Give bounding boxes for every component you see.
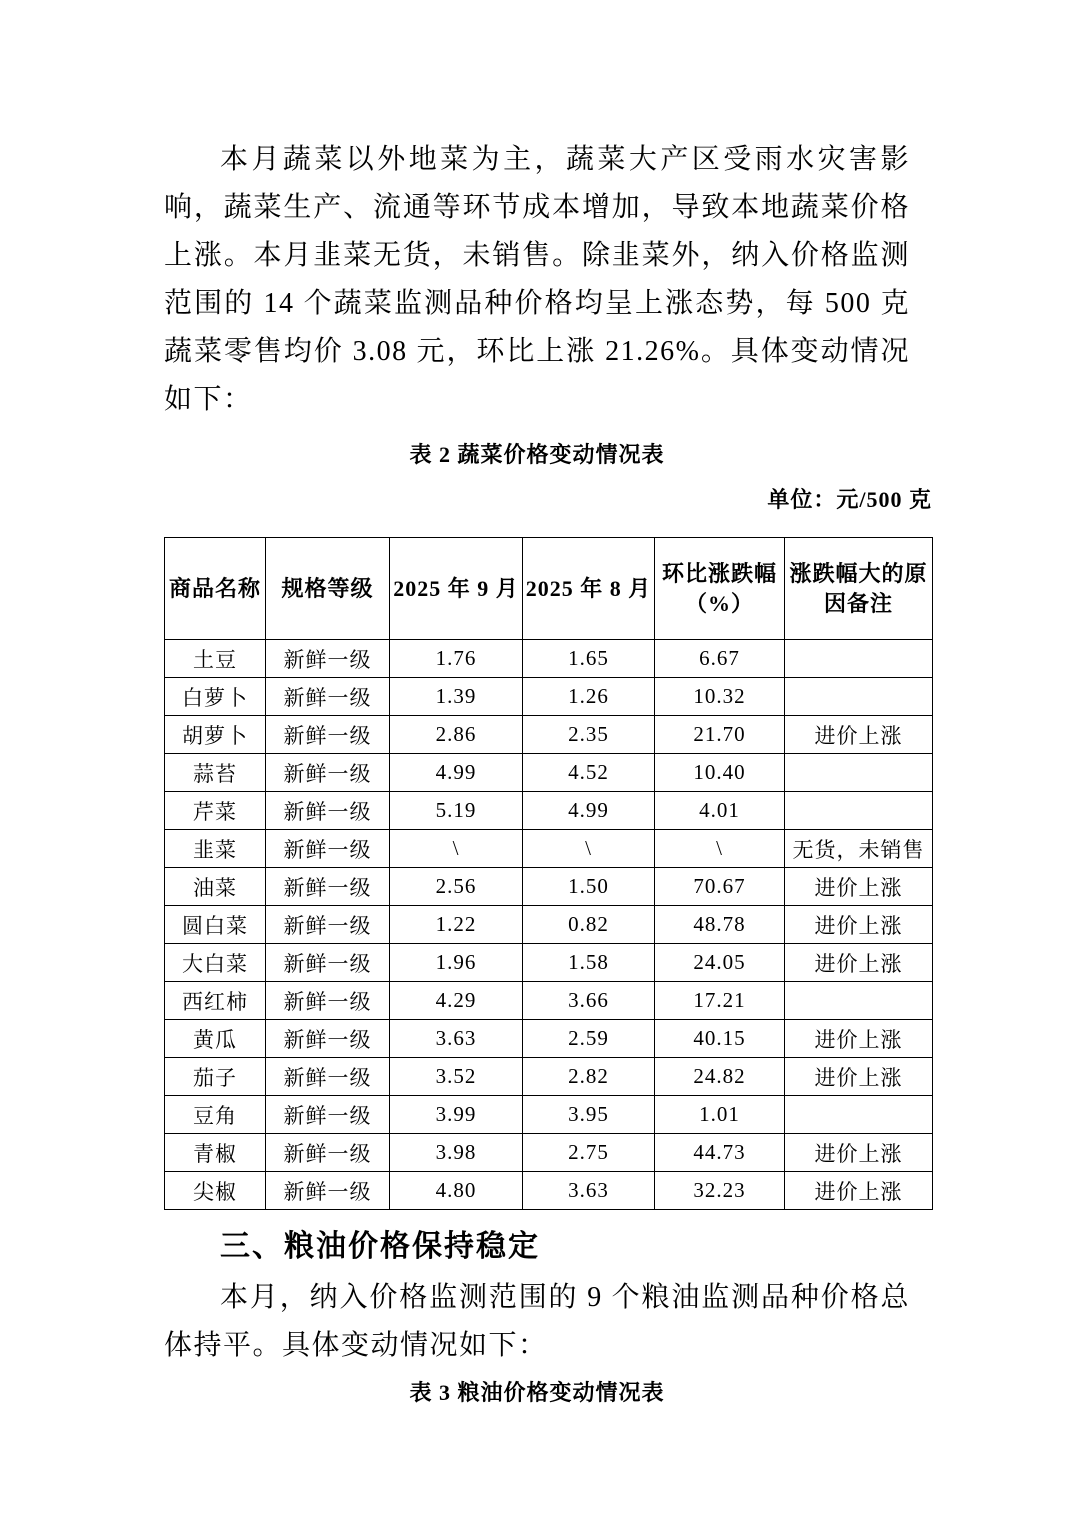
table-cell: 进价上涨 — [785, 944, 933, 982]
table-row — [165, 640, 933, 678]
table3-caption: 表 3 粮油价格变动情况表 — [409, 1380, 665, 1405]
table-cell: 1.26 — [523, 678, 655, 716]
table-cell: 24.82 — [655, 1058, 785, 1096]
table-cell: 4.99 — [523, 792, 655, 830]
table-body — [165, 640, 933, 1210]
section3-paragraph: 本月，纳入价格监测范围的 9 个粮油监测品种价格总体持平。具体变动情况如下： — [164, 1282, 910, 1361]
intro-paragraph: 本月蔬菜以外地菜为主，蔬菜大产区受雨水灾害影响，蔬菜生产、流通等环节成本增加，导致本地蔬菜价格上涨。本月韭菜无货，未销售。除韭菜外，纳入价格监测范围的 14 个蔬菜监测品种价格均呈上涨态势，每 500 克蔬菜零售均价 3.08 元，环比上涨 21.26%。具体变动情况如下： — [164, 144, 910, 415]
table-cell: 1.39 — [390, 678, 523, 716]
table-cell: 44.73 — [655, 1134, 785, 1172]
table-cell: 1.50 — [523, 868, 655, 906]
table-cell: 2.82 — [523, 1058, 655, 1096]
product-name-cell: 油菜 — [165, 868, 266, 906]
table-cell: 2.56 — [390, 868, 523, 906]
product-name-cell: 蒜苔 — [165, 754, 266, 792]
table-cell: 4.52 — [523, 754, 655, 792]
product-name-cell: 尖椒 — [165, 1172, 266, 1210]
table-cell: \ — [655, 830, 785, 868]
table-cell: 2.35 — [523, 716, 655, 754]
table-cell: 4.99 — [390, 754, 523, 792]
product-name-cell: 白萝卜 — [165, 678, 266, 716]
table-row — [165, 982, 933, 1020]
table-row — [165, 1020, 933, 1058]
table-cell: 48.78 — [655, 906, 785, 944]
table-cell — [785, 754, 933, 792]
product-name-cell: 圆白菜 — [165, 906, 266, 944]
table-cell: 新鲜一级 — [266, 982, 390, 1020]
table-row — [165, 716, 933, 754]
table-cell: 新鲜一级 — [266, 830, 390, 868]
table-cell: 3.99 — [390, 1096, 523, 1134]
table-cell: 进价上涨 — [785, 906, 933, 944]
column-header-2: 2025 年 9 月 — [390, 538, 523, 640]
table-cell — [785, 792, 933, 830]
table-cell: 新鲜一级 — [266, 906, 390, 944]
column-header-3: 2025 年 8 月 — [523, 538, 655, 640]
table-cell: 1.58 — [523, 944, 655, 982]
table-cell: 5.19 — [390, 792, 523, 830]
section3-heading: 三、粮油价格保持稳定 — [220, 1230, 540, 1263]
table-cell: 新鲜一级 — [266, 754, 390, 792]
table-cell: 无货，未销售 — [785, 830, 933, 868]
table-cell: 进价上涨 — [785, 868, 933, 906]
table-row — [165, 944, 933, 982]
table2-caption: 表 2 蔬菜价格变动情况表 — [409, 442, 665, 467]
table-cell: 1.22 — [390, 906, 523, 944]
column-header-1: 规格等级 — [266, 538, 390, 640]
table-cell: 新鲜一级 — [266, 1020, 390, 1058]
table-cell — [785, 982, 933, 1020]
table-cell: 10.32 — [655, 678, 785, 716]
column-header-0: 商品名称 — [165, 538, 266, 640]
product-name-cell: 茄子 — [165, 1058, 266, 1096]
table-cell: 4.01 — [655, 792, 785, 830]
table-cell: 新鲜一级 — [266, 792, 390, 830]
table-cell — [785, 640, 933, 678]
table-cell: 70.67 — [655, 868, 785, 906]
table-cell: 新鲜一级 — [266, 1096, 390, 1134]
product-name-cell: 青椒 — [165, 1134, 266, 1172]
table-row — [165, 1134, 933, 1172]
column-header-5: 涨跌幅大的原因备注 — [785, 538, 933, 640]
table-row — [165, 792, 933, 830]
table-cell: \ — [523, 830, 655, 868]
table2-unit-row — [164, 486, 932, 517]
product-name-cell: 西红柿 — [165, 982, 266, 1020]
column-header-4: 环比涨跌幅（%） — [655, 538, 785, 640]
product-name-cell: 芹菜 — [165, 792, 266, 830]
table-cell: 新鲜一级 — [266, 868, 390, 906]
table-cell: 3.66 — [523, 982, 655, 1020]
table-row — [165, 830, 933, 868]
product-name-cell: 黄瓜 — [165, 1020, 266, 1058]
table-cell: 3.63 — [523, 1172, 655, 1210]
document-content — [164, 0, 932, 1408]
table-cell: 进价上涨 — [785, 1172, 933, 1210]
table-cell: 新鲜一级 — [266, 716, 390, 754]
table-cell: 3.63 — [390, 1020, 523, 1058]
table-cell: \ — [390, 830, 523, 868]
table-cell: 1.65 — [523, 640, 655, 678]
table-cell: 21.70 — [655, 716, 785, 754]
vegetable-price-table — [164, 537, 933, 1210]
table-cell: 17.21 — [655, 982, 785, 1020]
table-cell: 2.75 — [523, 1134, 655, 1172]
table-cell: 1.01 — [655, 1096, 785, 1134]
table-row — [165, 906, 933, 944]
table-cell: 进价上涨 — [785, 1020, 933, 1058]
product-name-cell: 韭菜 — [165, 830, 266, 868]
table-cell: 4.80 — [390, 1172, 523, 1210]
table-cell: 进价上涨 — [785, 716, 933, 754]
table2-unit-note: 单位：元/500 克 — [767, 487, 932, 512]
table-cell: 进价上涨 — [785, 1058, 933, 1096]
table-cell: 4.29 — [390, 982, 523, 1020]
table-row — [165, 868, 933, 906]
table-cell: 40.15 — [655, 1020, 785, 1058]
table-cell: 新鲜一级 — [266, 1058, 390, 1096]
table-cell: 0.82 — [523, 906, 655, 944]
product-name-cell: 大白菜 — [165, 944, 266, 982]
table-cell: 进价上涨 — [785, 1134, 933, 1172]
product-name-cell: 胡萝卜 — [165, 716, 266, 754]
table-cell: 新鲜一级 — [266, 1172, 390, 1210]
table-cell: 新鲜一级 — [266, 944, 390, 982]
table-row — [165, 1058, 933, 1096]
table-cell: 新鲜一级 — [266, 678, 390, 716]
product-name-cell: 土豆 — [165, 640, 266, 678]
table-cell: 2.59 — [523, 1020, 655, 1058]
table-header-row — [165, 538, 933, 640]
table-row — [165, 1172, 933, 1210]
table-cell: 1.76 — [390, 640, 523, 678]
table-cell: 新鲜一级 — [266, 640, 390, 678]
table-cell: 24.05 — [655, 944, 785, 982]
table-cell: 新鲜一级 — [266, 1134, 390, 1172]
table-cell: 32.23 — [655, 1172, 785, 1210]
product-name-cell: 豆角 — [165, 1096, 266, 1134]
table-cell — [785, 1096, 933, 1134]
table-cell: 10.40 — [655, 754, 785, 792]
table-row — [165, 678, 933, 716]
table-cell: 6.67 — [655, 640, 785, 678]
table-cell: 3.98 — [390, 1134, 523, 1172]
table-cell: 2.86 — [390, 716, 523, 754]
table-cell — [785, 678, 933, 716]
table-row — [165, 754, 933, 792]
table-row — [165, 1096, 933, 1134]
table-cell: 1.96 — [390, 944, 523, 982]
table-cell: 3.52 — [390, 1058, 523, 1096]
table-cell: 3.95 — [523, 1096, 655, 1134]
